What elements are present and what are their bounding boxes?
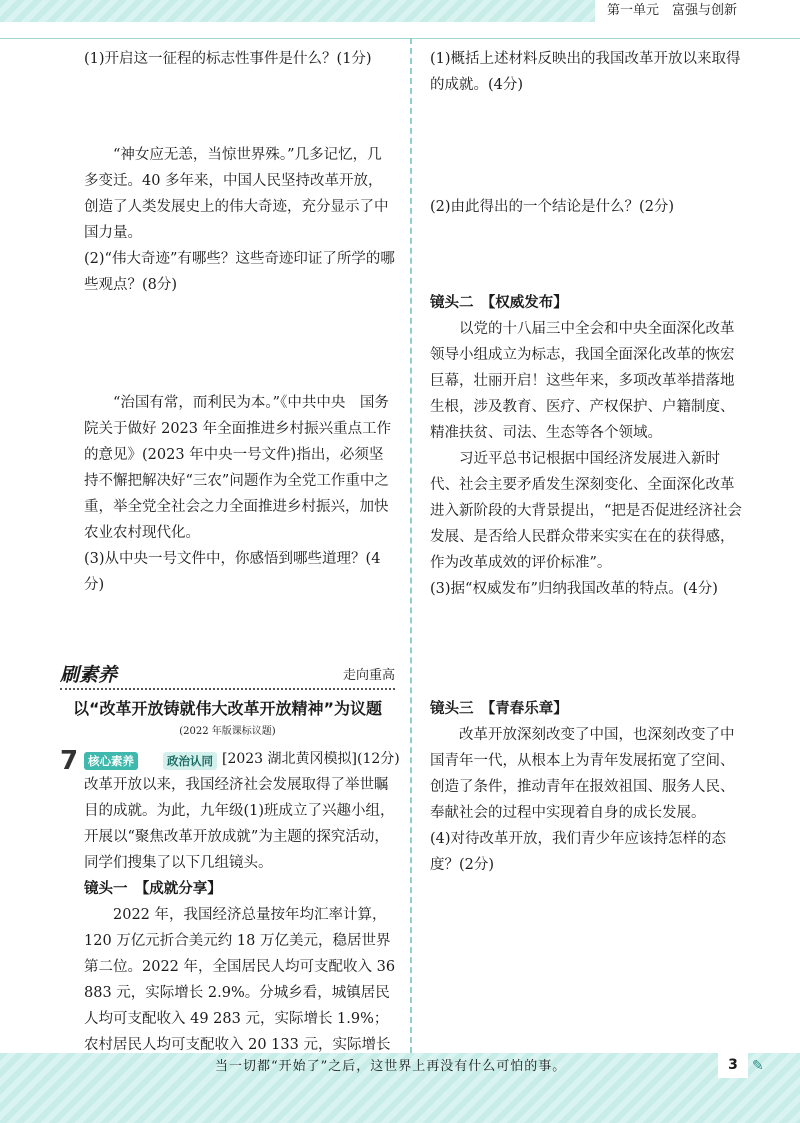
tag-core-literacy: 核心素养	[84, 752, 138, 770]
column-divider	[410, 38, 412, 1053]
section-bar	[60, 660, 395, 690]
shot2-paragraph-1: 以党的十八届三中全会和中央全面深化改革领导小组成立为标志，我国全面深化改革的恢宏巨幕，壮丽开启！这些年来，多项改革举措落地生根，涉及教育、医疗、产权保护、户籍制度、精准扶贫、司法、生态等各个领域。	[430, 321, 735, 441]
right-question-2: (2)由此得出的一个结论是什么？(2分)	[430, 199, 675, 215]
question-number: 7	[60, 746, 79, 776]
topic-standard: (2022 年版课标议题)	[179, 726, 276, 737]
right-question-3: (3)据“权威发布”归纳我国改革的特点。(4分)	[430, 581, 718, 597]
left-paragraph-1: “神女应无恙，当惊世界殊。”几多记忆，几多变迁。40 多年来，中国人民坚持改革开放，创造了人类发展史上的伟大奇迹，充分显示了中国力量。	[84, 147, 389, 241]
shot1-title: 镜头一 【成就分享】	[84, 881, 222, 897]
pen-icon: ✎	[752, 1058, 764, 1074]
left-question-1: (1)开启这一征程的标志性事件是什么？(1分)	[84, 51, 372, 67]
page-number: 3	[718, 1052, 748, 1078]
shot3-text: 改革开放深刻改变了中国，也深刻改变了中国青年一代，从根本上为青年发展拓宽了空间、创造了条件，推动青年在报效祖国、服务人民、奉献社会的过程中实现着自身的成长发展。	[430, 727, 735, 821]
left-column-lower	[84, 772, 396, 1084]
header-divider	[0, 38, 800, 39]
tag-political: 政治认同	[163, 752, 217, 770]
right-question-4: (4)对待改革开放，我们青少年应该持怎样的态度？(2分)	[430, 831, 727, 873]
right-question-1: (1)概括上述材料反映出的我国改革开放以来取得的成就。(4分)	[430, 51, 741, 93]
shot2-title: 镜头二 【权威发布】	[430, 295, 568, 311]
unit-title: 第一单元 富强与创新	[595, 0, 800, 22]
right-column	[430, 46, 745, 878]
left-paragraph-2: “治国有常，而利民为本。”《中共中央 国务院关于做好 2023 年全面推进乡村振兴重点工作的意见》(2023 年中央一号文件)指出，必须坚持不懈把解决好“三农”问题作为全党工作重中之重，举全党全社会之力全面推进乡村振兴，加快农业农村现代化。	[84, 395, 392, 541]
left-question-3: (3)从中央一号文件中，你感悟到哪些道理？(4分)	[84, 551, 381, 593]
footer-quote: 当一切都“开始了”之后，这世界上再没有什么可怕的事。	[215, 1059, 567, 1074]
question-source: [2023 湖北黄冈模拟](12分)	[222, 751, 400, 767]
shot3-title: 镜头三 【青春乐章】	[430, 701, 568, 717]
left-column-upper	[84, 46, 396, 598]
shot2-paragraph-2: 习近平总书记根据中国经济发展进入新时代、社会主要矛盾发生深刻变化、全面深化改革进入新阶段的大背景提出，“把是否促进经济社会发展、是否给人民群众带来实实在在的获得感，作为改革成效的评价标准”。	[430, 451, 742, 571]
question-intro: 改革开放以来，我国经济社会发展取得了举世瞩目的成就。为此，九年级(1)班成立了兴趣小组，开展以“聚焦改革开放成就”为主题的探究活动，同学们搜集了以下几组镜头。	[84, 777, 395, 871]
section-brand: 刷素养	[60, 664, 118, 686]
section-right-label: 走向重高	[342, 668, 395, 683]
left-question-2: (2)“伟大奇迹”有哪些？这些奇迹印证了所学的哪些观点？(8分)	[84, 251, 395, 293]
topic-title: 以“改革开放铸就伟大改革开放精神”为议题	[72, 699, 383, 718]
shot1-text: 2022 年，我国经济总量按年均汇率计算，120 万亿元折合美元约 18 万亿美元，稳居世界第二位。2022 年，全国居民人均可支配收入 36 883 元，实际增长 2.9%。分城乡看，城镇居民人均可支配收入 49 283 元，实际增长 1.9%；农村居民人均可支配收入 20 133 元，实际增长	[84, 907, 396, 1053]
